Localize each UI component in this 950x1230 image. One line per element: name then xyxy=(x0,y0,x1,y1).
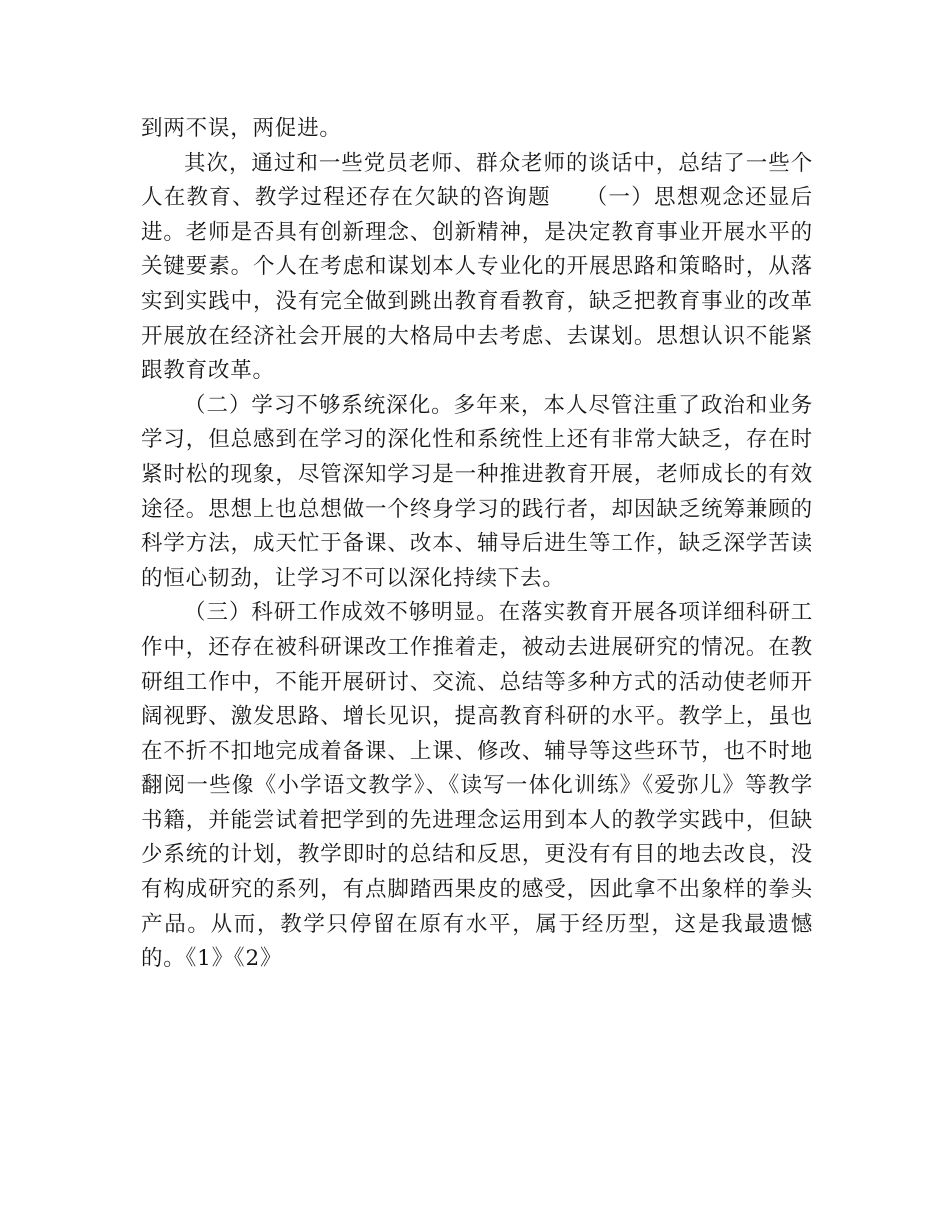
paragraph-3: （二）学习不够系统深化。多年来，本人尽管注重了政治和业务学习，但总感到在学习的深化性和系统性上还有非常大缺乏，存在时紧时松的现象，尽管深知学习是一种推进教育开展，老师成长的有效途径。思想上也总想做一个终身学习的践行者，却因缺乏统筹兼顾的科学方法，成天忙于备课、改本、辅导后进生等工作，缺乏深学苦读的恒心韧劲，让学习不可以深化持续下去。 xyxy=(141,392,813,591)
document-body xyxy=(141,112,813,977)
paragraph-2: 其次，通过和一些党员老师、群众老师的谈话中，总结了一些个人在教育、教学过程还存在欠缺的咨询题 （一）思想观念还显后进。老师是否具有创新理念、创新精神，是决定教育事业开展水平的关键要素。个人在考虑和谋划本人专业化的开展思路和策略时，从落实到实践中，没有完全做到跳出教育看教育，缺乏把教育事业的改革开展放在经济社会开展的大格局中去考虑、去谋划。思想认识不能紧跟教育改革。 xyxy=(141,150,813,384)
paragraph-1: 到两不误，两促进。 xyxy=(141,116,342,141)
paragraph-4: （三）科研工作成效不够明显。在落实教育开展各项详细科研工作中，还存在被科研课改工作推着走，被动去进展研究的情况。在教研组工作中，不能开展研讨、交流、总结等多种方式的活动使老师开阔视野、激发思路、增长见识，提高教育科研的水平。教学上，虽也在不折不扣地完成着备课、上课、修改、辅导等这些环节，也不时地翻阅一些像《小学语文教学》、《读写一体化训练》《爱弥儿》等教学书籍，并能尝试着把学到的先进理念运用到本人的教学实践中，但缺少系统的计划，教学即时的总结和反思，更没有有目的地去改良，没有构成研究的系列，有点脚踏西果皮的感受，因此拿不出象样的拳头产品。从而，教学只停留在原有水平，属于经历型，这是我最遗憾的。《1》《2》 xyxy=(141,600,813,972)
